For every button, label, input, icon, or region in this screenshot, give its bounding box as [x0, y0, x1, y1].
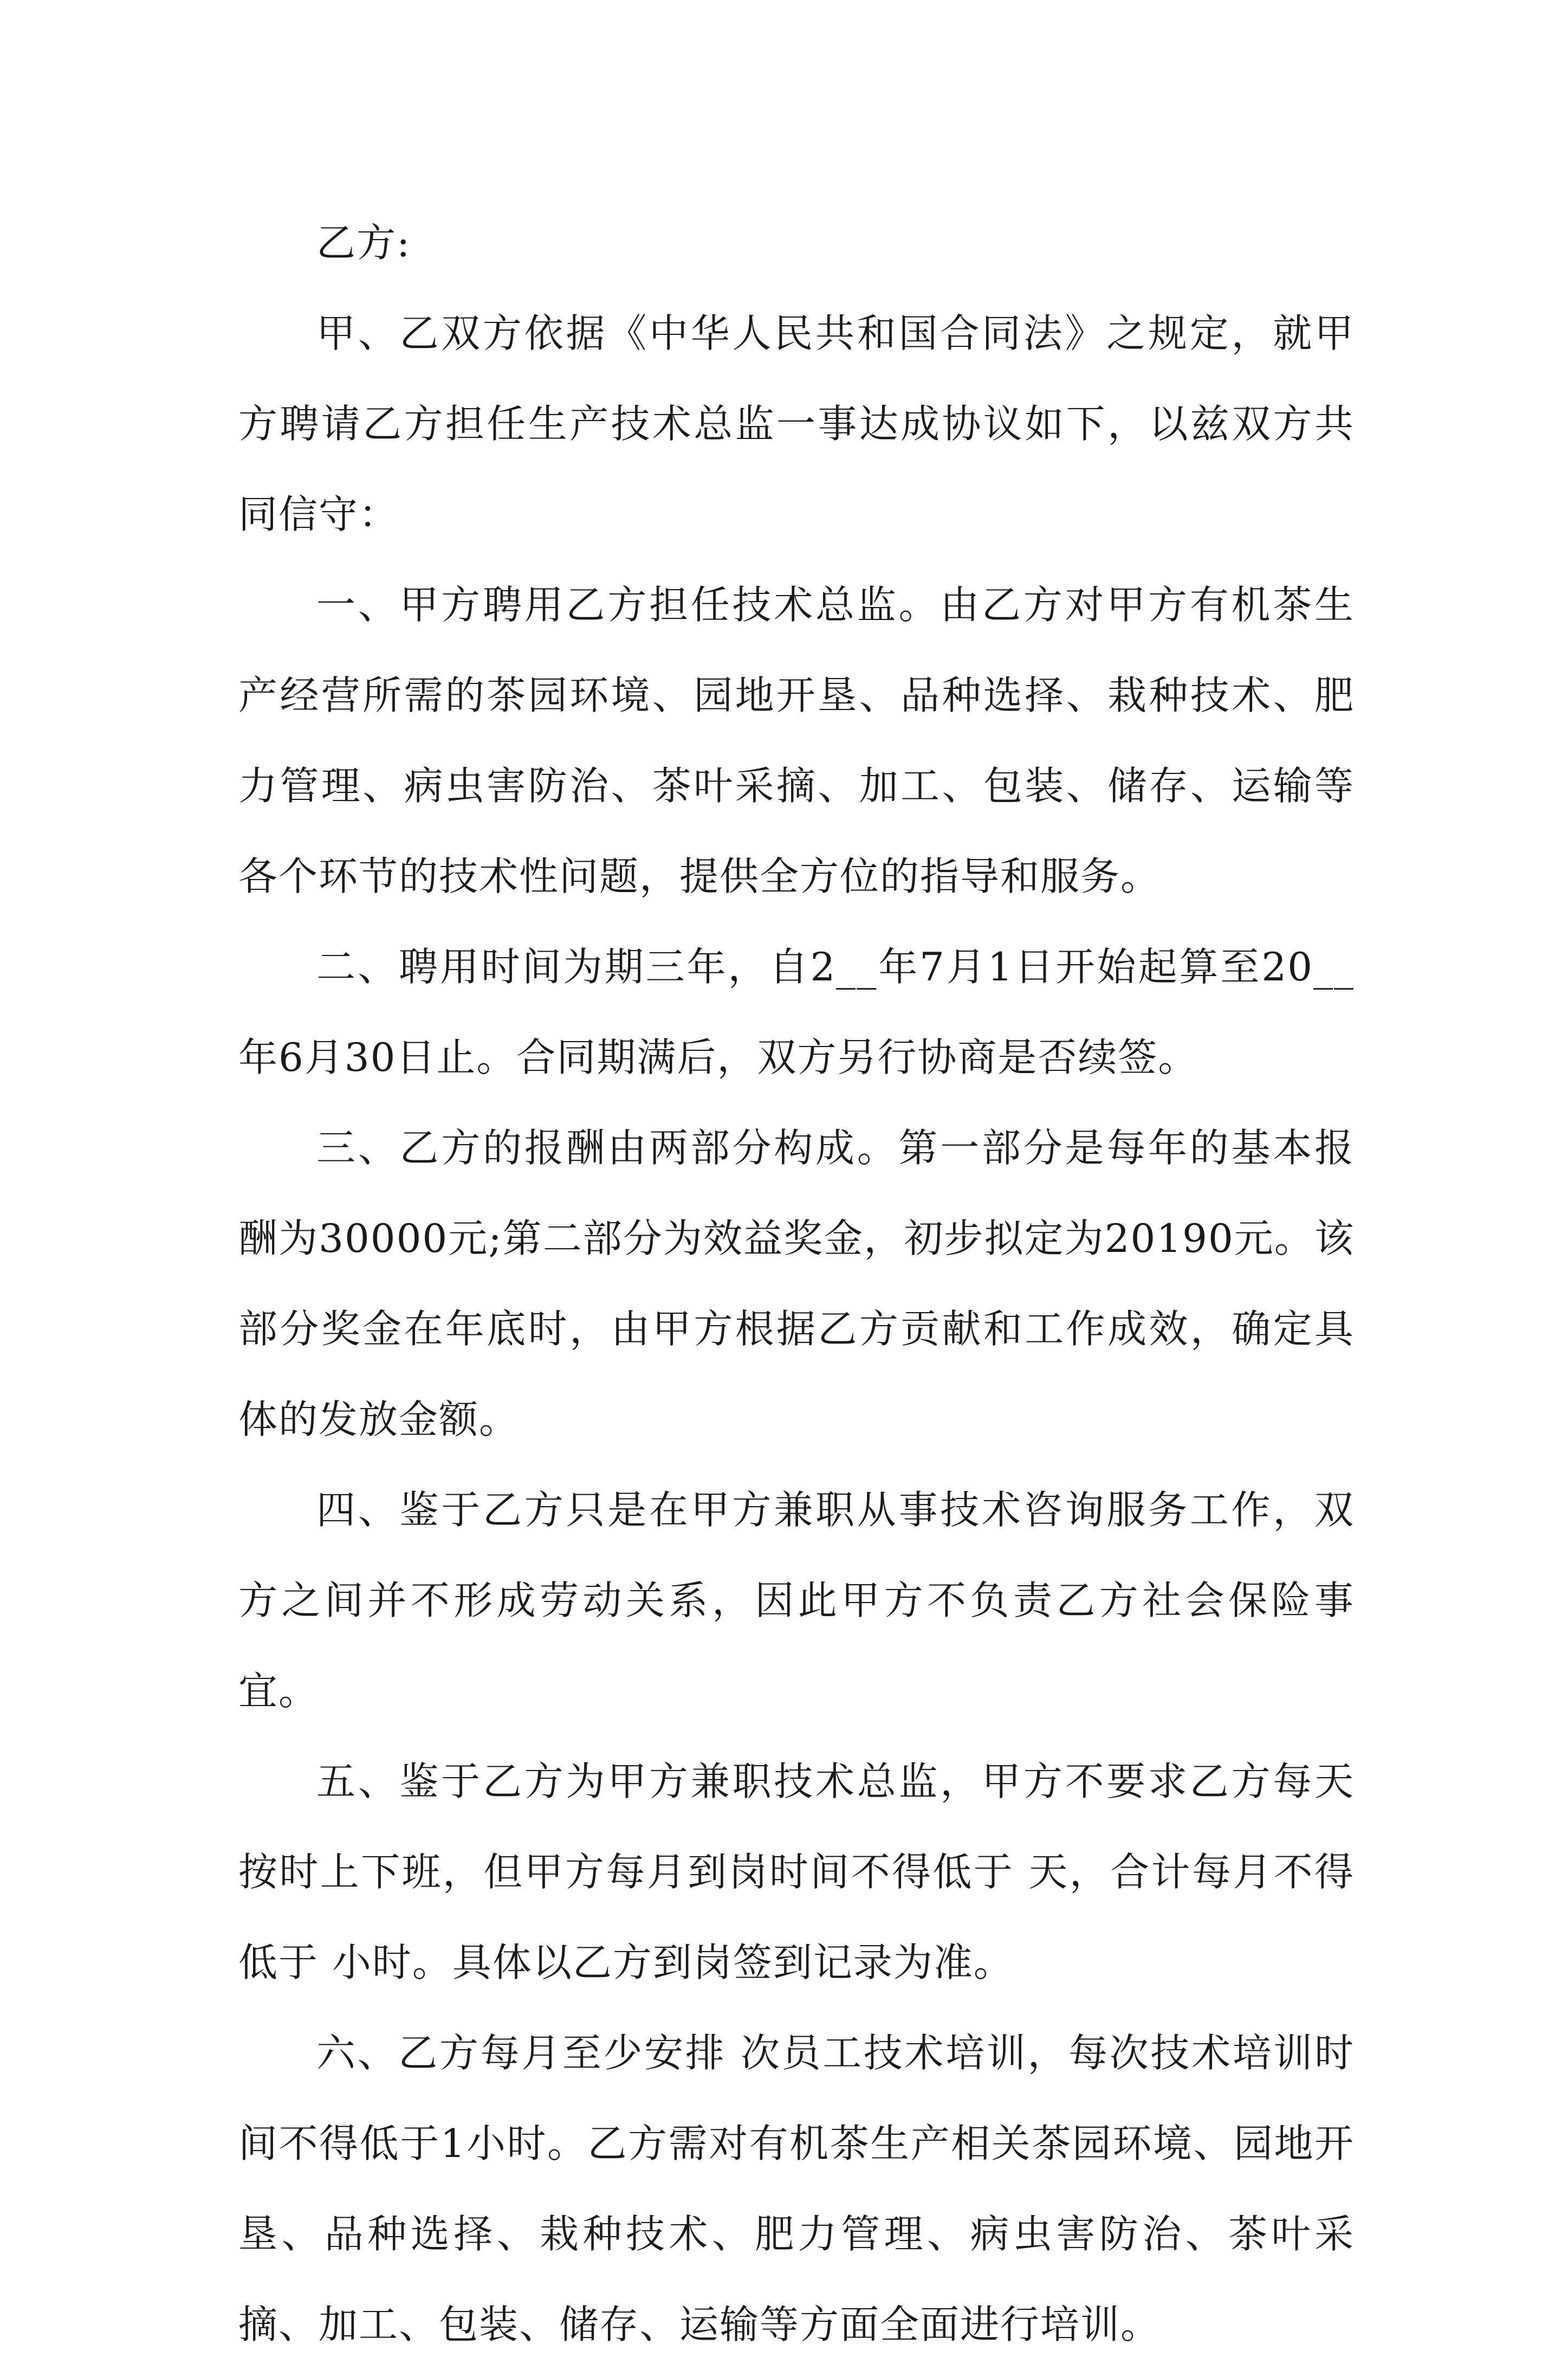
preamble-paragraph: 甲、乙双方依据《中华人民共和国合同法》之规定，就甲方聘请乙方担任生产技术总监一事达成协议如下，以兹双方共同信守： [238, 311, 1355, 537]
clause-6-paragraph: 六、乙方每月至少安排 次员工技术培训，每次技术培训时间不得低于1小时。乙方需对有机茶生产相关茶园环境、园地开垦、品种选择、栽种技术、肥力管理、病虫害防治、茶叶采摘、加工、包装、储存、运输等方面全面进行培训。 [238, 2030, 1355, 2347]
clause-1-paragraph: 一、甲方聘用乙方担任技术总监。由乙方对甲方有机茶生产经营所需的茶园环境、园地开垦、品种选择、栽种技术、肥力管理、病虫害防治、茶叶采摘、加工、包装、储存、运输等各个环节的技术性问题，提供全方位的指导和服务。 [238, 582, 1355, 899]
clause-5-paragraph: 五、鉴于乙方为甲方兼职技术总监，甲方不要求乙方每天按时上下班，但甲方每月到岗时间不得低于 天，合计每月不得低于 小时。具体以乙方到岗签到记录为准。 [238, 1759, 1355, 1985]
party-b-label: 乙方: [316, 220, 411, 266]
contract-body [238, 198, 1355, 2370]
clause-2-paragraph: 二、聘用时间为期三年，自2__年7月1日开始起算至20__年6月30日止。合同期满后，双方另行协商是否续签。 [238, 944, 1355, 1080]
clause-3-paragraph: 三、乙方的报酬由两部分构成。第一部分是每年的基本报酬为30000元;第二部分为效益奖金，初步拟定为20190元。该部分奖金在年底时，由甲方根据乙方贡献和工作成效，确定具体的发放金额。 [238, 1125, 1355, 1442]
clause-4-paragraph: 四、鉴于乙方只是在甲方兼职从事技术咨询服务工作，双方之间并不形成劳动关系，因此甲方不负责乙方社会保险事宜。 [238, 1487, 1355, 1714]
